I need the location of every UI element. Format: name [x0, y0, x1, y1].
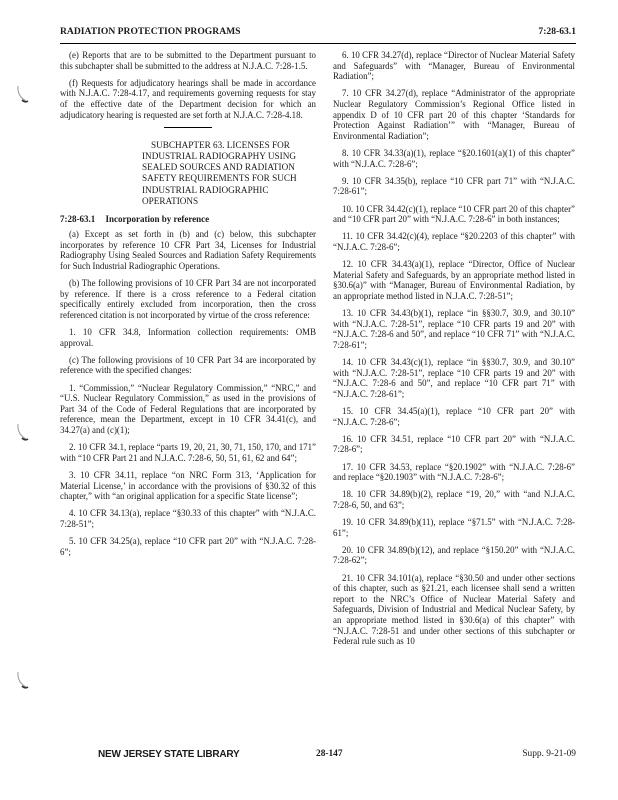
list-item: 12. 10 CFR 34.43(a)(1), replace “Director, Office of Nuclear Material Safety and Safeguards, by an appropriate method listed in §30.6(a)” with “Manager, Bureau of Environmental Radiation, by an appropriate method listed in N.J.A.C. 7:28-51”;: [333, 259, 575, 301]
section-divider: [164, 127, 212, 128]
header-title: RADIATION PROTECTION PROGRAMS: [60, 26, 241, 37]
list-item: 11. 10 CFR 34.42(c)(4), replace “§20.2203 of this chapter” with “N.J.A.C. 7:28-6”;: [333, 231, 575, 252]
list-item: 20. 10 CFR 34.89(b)(12), and replace “§150.20” with “N.J.A.C. 7:28-62”;: [333, 544, 575, 566]
library-stamp: NEW JERSEY STATE LIBRARY: [98, 749, 240, 760]
paragraph-a: (a) Except as set forth in (b) and (c) below, this subchapter incorporates by reference 10 CFR Part 34, Licenses for Industrial Radiography Using Sealed Sources and Radiation Safety Requirements for Such Industrial Radiographic Operations.: [60, 229, 316, 271]
paragraph-c: (c) The following provisions of 10 CFR Part 34 are incorporated by reference with the specified changes:: [60, 354, 316, 376]
list-item: 7. 10 CFR 34.27(d), replace “Administrator of the appropriate Nuclear Regulatory Commission’s Regional Office listed in appendix D of 10 CFR part 20 of this chapter ‘Standards for Protection Against Radiation’” with “Manager, Bureau of Environmental Radiation”;: [333, 88, 575, 141]
section-heading: [60, 214, 316, 225]
running-header: [60, 26, 576, 40]
list-item: 2. 10 CFR 34.1, replace “parts 19, 20, 21, 30, 71, 150, 170, and 171” with “10 CFR Part 21 and N.J.A.C. 7:28-6, 50, 51, 61, 62 and 64”;: [60, 442, 316, 463]
list-item: 10. 10 CFR 34.42(c)(1), replace “10 CFR part 20 of this chapter” and “10 CFR part 20” with “N.J.A.C. 7:28-6” in both instances;: [333, 203, 575, 225]
page-number: 28-147: [316, 749, 343, 759]
header-rule: [60, 43, 576, 44]
binder-hole-mark-icon: [16, 84, 30, 106]
section-number: 7:28-63.1: [60, 213, 96, 224]
left-column: [60, 50, 316, 564]
subchapter-heading: SUBCHAPTER 63. LICENSES FOR INDUSTRIAL RADIOGRAPHY USING SEALED SOURCES AND RADIATION SAFETY REQUIREMENTS FOR SUCH INDUSTRIAL RADIOGRAPHIC OPERATIONS: [142, 139, 297, 206]
paragraph-f: (f) Requests for adjudicatory hearings shall be made in accordance with N.J.A.C. 7:28-4.17, and requirements governing requests for stay of the effective date of the Department decision for which an adjudicatory hearing is requested are set forth at N.J.A.C. 7:28-4.18.: [60, 77, 316, 120]
list-item: 21. 10 CFR 34.101(a), replace “§30.50 and under other sections of this chapter, such as §21.21, each licensee shall send a written report to the NRC’s Office of Nuclear Material Safety and Safeguards, Division of Industrial and Medical Nuclear Safety, by an appropriate method listed in §30.6(a) of this chapter” with “N.J.A.C. 7:28-51 and under other sections of this subchapter or Federal rule such as 10: [333, 572, 575, 647]
list-item: 4. 10 CFR 34.13(a), replace “§30.33 of this chapter” with “N.J.A.C. 7:28-51”;: [60, 508, 316, 529]
list-item: 3. 10 CFR 34.11, replace “on NRC Form 313, ‘Application for Material License,’ in accordance with the provisions of §30.32 of this chapter,” with “an original application for a specific State license”;: [60, 470, 316, 502]
paragraph-b: (b) The following provisions of 10 CFR Part 34 are not incorporated by reference. If there is a cross reference to a Federal citation specifically entirely excluded from incorporation, then the cross referenced citation is not incorporated by virtue of the cross reference:: [60, 278, 316, 320]
list-item: 16. 10 CFR 34.51, replace “10 CFR part 20” with “N.J.A.C. 7:28-6”;: [333, 433, 575, 455]
binder-hole-mark-icon: [16, 670, 30, 692]
section-title: Incorporation by reference: [105, 213, 210, 224]
page-footer: [60, 749, 576, 763]
list-item: 5. 10 CFR 34.25(a), replace “10 CFR part 20” with “N.J.A.C. 7:28-6”;: [60, 536, 316, 557]
list-item: 9. 10 CFR 34.35(b), replace “10 CFR part 71” with “N.J.A.C. 7:28-61”;: [333, 175, 575, 197]
header-section-number: 7:28-63.1: [538, 26, 576, 37]
supplement-date: Supp. 9-21-09: [522, 749, 576, 759]
list-item: 17. 10 CFR 34.53, replace “§20.1902” with “N.J.A.C. 7:28-6” and replace “§20.1903” with “N.J.A.C. 7:28-6”;: [333, 461, 575, 483]
paragraph-e: (e) Reports that are to be submitted to the Department pursuant to this subchapter shall be submitted to the address at N.J.A.C. 7:28-1.5.: [60, 50, 316, 71]
binder-hole-mark-icon: [16, 422, 30, 444]
paragraph-b-item-1: 1. 10 CFR 34.8, Information collection requirements: OMB approval.: [60, 327, 316, 348]
list-item: 13. 10 CFR 34.43(b)(1), replace “in §§30.7, 30.9, and 30.10” with “N.J.A.C. 7:28-51”, replace “10 CFR parts 19 and 20” with “N.J.A.C. 7:28-6 and 50”, and replace “10 CFR 71” with “N.J.A.C. 7:28-61”;: [333, 308, 575, 350]
list-item: 18. 10 CFR 34.89(b)(2), replace “19, 20,” with “and N.J.A.C. 7:28-6, 50, and 63”;: [333, 489, 575, 510]
list-item: 15. 10 CFR 34.45(a)(1), replace “10 CFR part 20” with “N.J.A.C. 7:28-6”;: [333, 405, 575, 427]
list-item: 6. 10 CFR 34.27(d), replace “Director of Nuclear Material Safety and Safeguards” with “Manager, Bureau of Environmental Radiation”;: [333, 50, 575, 82]
list-item: 1. “Commission,” “Nuclear Regulatory Commission,” “NRC,” and “U.S. Nuclear Regulatory Commission,” as used in the provisions of Part 34 of the Code of Federal Regulations that are incorporated by reference, mean the Department, except in 10 CFR 34.41(c), and 34.27(a) and (c)(1);: [60, 382, 316, 436]
right-column: [333, 50, 575, 653]
list-item: 8. 10 CFR 34.33(a)(1), replace “§20.1601(a)(1) of this chapter” with “N.J.A.C. 7:28-6”;: [333, 147, 575, 169]
list-item: 19. 10 CFR 34.89(b)(11), replace “§71.5” with “N.J.A.C. 7:28-61”;: [333, 517, 575, 538]
list-item: 14. 10 CFR 34.43(c)(1), replace “in §§30.7, 30.9, and 30.10” with “N.J.A.C. 7:28-51”, replace “10 CFR parts 19 and 20” with “N.J.A.C. 7:28-6 and 50”, and replace “10 CFR part 71” with “N.J.A.C. 7:28-61”;: [333, 357, 575, 399]
